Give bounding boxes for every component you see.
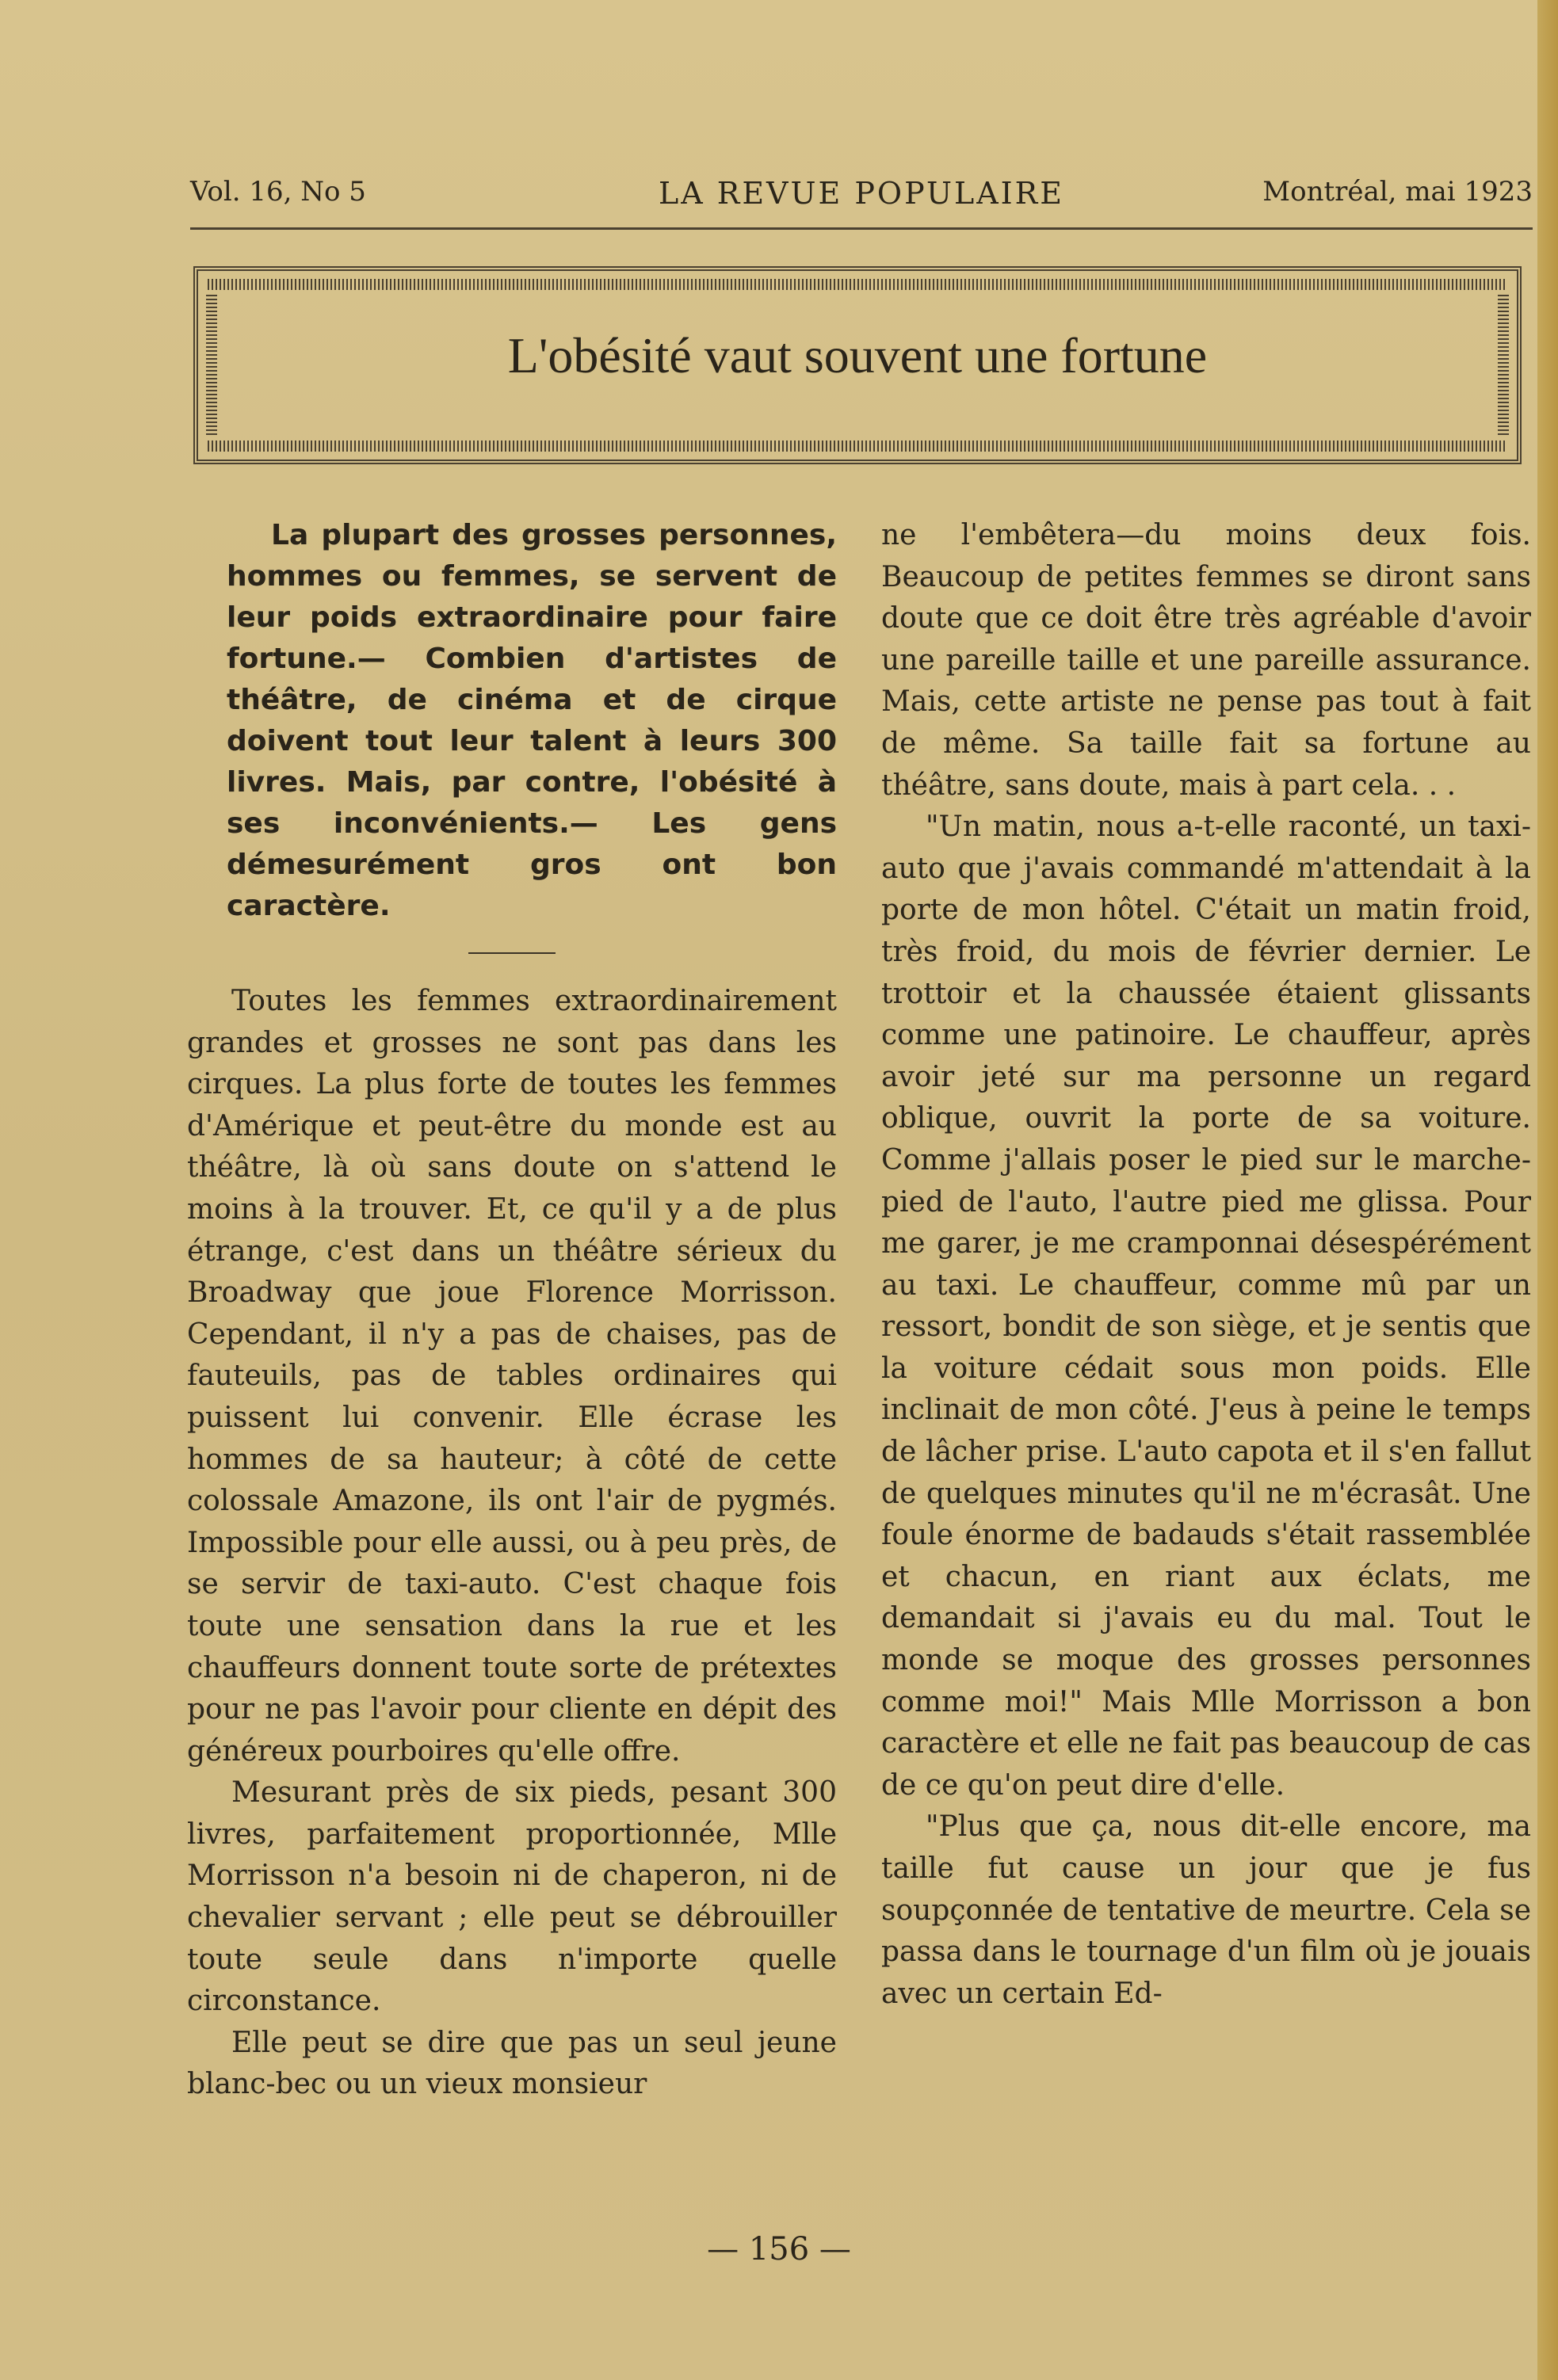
separator-rule	[468, 952, 556, 954]
paragraph: Mesurant près de six pieds, pesant 300 livres, parfaitement proportionnée, Mlle Morrisson n'a besoin ni de chaperon, ni de chevalier servant ; elle peut se débrouiller toute seule dans n'importe quelle circonstance.	[187, 1776, 837, 2018]
paragraph: "Un matin, nous a-t-elle raconté, un taxi-auto que j'avais commandé m'attendait à la porte de mon hôtel. C'était un matin froid, très froid, du mois de février dernier. Le trottoir et la chaussée étaient glissants comme une patinoire. Le chauffeur, après avoir jeté sur ma personne un regard oblique, ouvrit la porte de sa voiture. Comme j'allais poser le pied sur le marche-pied de l'auto, l'autre pied me glissa. Pour me garer, je me cramponnai désespérément au taxi. Le chauffeur, comme mû par un ressort, bondit de son siège, et je sentis que la voiture cédait sous mon poids. Elle inclinait de mon côté. J'eus à peine le temps de lâcher prise. L'auto capota et il s'en fallut de quelques minutes qu'il ne m'écrasât. Une foule énorme de badauds s'était rassemblée et chacun, en riant aux éclats, me demandait si j'avais eu du mal. Tout le monde se moque des grosses personnes comme moi!" Mais Mlle Morrisson a bon caractère et elle ne fait pas beaucoup de cas de ce qu'on peut dire d'elle.	[881, 810, 1531, 1802]
column-left	[187, 515, 837, 2106]
paragraph: "Plus que ça, nous dit-elle encore, ma taille fut cause un jour que je fus soupçonnée de tentative de meurtre. Cela se passa dans le tournage d'un film où je jouais avec un certain Ed-	[881, 1810, 1531, 2010]
issue-date: Montréal, mai 1923	[1262, 176, 1533, 208]
header-rule	[190, 227, 1533, 230]
article-lead: La plupart des grosses personnes, hommes ou femmes, se servent de leur poids extraordinaire pour faire fortune.— Combien d'artistes de théâtre, de cinéma et de cirque doivent tout leur talent à leurs 300 livres. Mais, par contre, l'obésité à ses inconvénients.— Les gens démesurément gros ont bon caractère.	[227, 519, 837, 922]
paragraph: ne l'embêtera—du moins deux fois. Beaucoup de petites femmes se diront sans doute que ce doit être très agréable d'avoir une pareille taille et une pareille assurance. Mais, cette artiste ne pense pas tout à fait de même. Sa taille fait sa fortune au théâtre, sans doute, mais à part cela. . .	[881, 519, 1531, 802]
page-number: — 156 —	[707, 2231, 851, 2267]
article-title: L'obésité vaut souvent une fortune	[507, 327, 1208, 383]
title-frame	[193, 266, 1522, 464]
running-header	[190, 176, 1533, 223]
magazine-name: LA REVUE POPULAIRE	[658, 176, 1065, 211]
paragraph: Elle peut se dire que pas un seul jeune blanc-bec ou un vieux monsieur	[187, 2026, 837, 2101]
paragraph: Toutes les femmes extraordinairement grandes et grosses ne sont pas dans les cirques. La plus forte de toutes les femmes d'Amérique et peut-être du monde est au théâtre, là où sans doute on s'attend le moins à la trouver. Et, ce qu'il y a de plus étrange, c'est dans un théâtre sérieux du Broadway que joue Florence Morrisson. Cependant, il n'y a pas de chaises, pas de fauteuils, pas de tables ordinaires qui puissent lui convenir. Elle écrase les hommes de sa hauteur; à côté de cette colossale Amazone, ils ont l'air de pygmés. Impossible pour elle aussi, ou à peu près, de se servir de taxi-auto. C'est chaque fois toute une sensation dans la rue et les chauffeurs donnent toute sorte de prétextes pour ne pas l'avoir pour cliente en dépit des généreux pourboires qu'elle offre.	[187, 985, 837, 1768]
volume-number: Vol. 16, No 5	[190, 176, 366, 208]
page-edge	[1537, 0, 1558, 2380]
column-right	[881, 515, 1531, 2015]
